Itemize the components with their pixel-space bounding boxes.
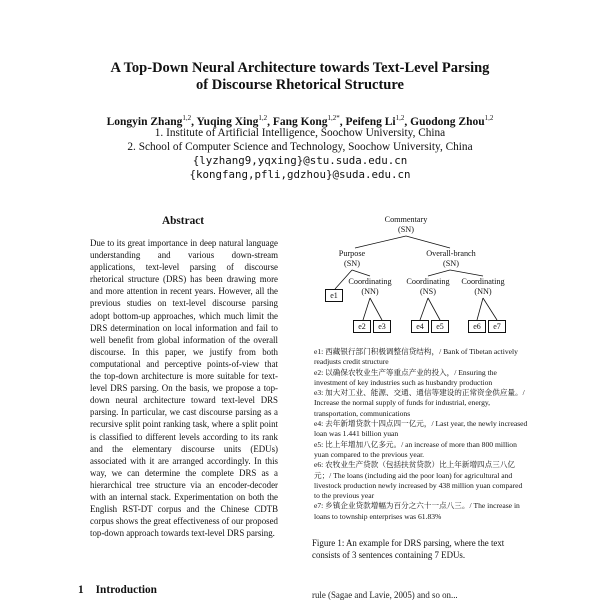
affiliation-2: 2. School of Computer Science and Technology, Soochow University, China: [127, 141, 473, 153]
column-continuation-text: rule (Sagae and Lavie, 2005) and so on...: [312, 590, 458, 600]
leaf-e3: e3: [373, 320, 391, 333]
drs-tree-figure: [300, 210, 530, 348]
edu-item: e6: 农牧业生产贷款（包括扶贫贷款）比上年新增四点三八亿元；/ The loans (including aid the poor loan) for agricultural and livestock production newly increased by 438 million yuan compared to the previous year: [314, 460, 523, 501]
leaf-e2: e2: [353, 320, 371, 333]
leaf-e6: e6: [468, 320, 486, 333]
email-line-1: {lyzhang9,yqxing}@stu.suda.edu.cn: [192, 154, 408, 167]
node-purpose: Purpose (SN): [338, 249, 366, 268]
node-commentary: Commentary (SN): [384, 215, 428, 234]
edu-item: e3: 加大对工业、能源、交通、通信等建设的正常资金供应量。/ Increase the normal supply of funds for industrial, energy, transportation, communications: [314, 388, 525, 418]
edu-item: e1: 西藏银行部门积极调整信贷结构，/ Bank of Tibetan actively readjusts credit structure: [314, 347, 518, 367]
leaf-e4: e4: [411, 320, 429, 333]
node-coordinating-1: Coordinating (NN): [348, 277, 392, 296]
abstract-heading: Abstract: [161, 215, 205, 227]
leaf-e7: e7: [488, 320, 506, 333]
title-line-2: of Discourse Rhetorical Structure: [196, 77, 404, 93]
edu-item: e2: 以确保农牧业生产等重点产业的投入，/ Ensuring the investment of key industries such as husbandry production: [314, 367, 497, 387]
author: Yuqing Xing$^{1,2}$,: [196, 114, 273, 128]
edu-list: [314, 347, 528, 522]
title-line-1: A Top-Down Neural Architecture towards Text-Level Parsing: [110, 60, 490, 76]
paper-title: [60, 60, 540, 94]
node-coordinating-3: Coordinating (NN): [461, 277, 505, 296]
author: Peifeng Li$^{1,2}$,: [345, 114, 411, 128]
section-number: 1: [78, 584, 84, 596]
edu-item: e7: 乡镇企业贷款增幅为百分之六十一点八三。/ The increase in loans to township enterprises was 61.83%: [314, 501, 520, 521]
affiliation-1: 1. Institute of Artificial Intelligence, Soochow University, China: [154, 127, 446, 139]
email-line-2: {kongfang,pfli,gdzhou}@suda.edu.cn: [189, 168, 411, 181]
node-coordinating-2: Coordinating (NS): [406, 277, 450, 296]
edu-item: e5: 比上年增加八亿多元。/ an increase of more than 800 million yuan compared to the previous year.: [314, 439, 517, 459]
author: Fang Kong$^{1,2*}$,: [272, 114, 346, 128]
node-overall-branch: Overall-branch (SN): [426, 249, 476, 268]
section-heading: [78, 584, 157, 596]
figure-caption: Figure 1: An example for DRS parsing, where the text consists of 3 sentences containing 7 EDUs.: [312, 538, 505, 560]
leaf-e1: e1: [325, 289, 343, 302]
leaf-e5: e5: [431, 320, 449, 333]
edu-item: e4: 去年新增贷款十四点四一亿元，/ Last year, the newly increased loan was 1.441 billion yuan: [314, 419, 528, 439]
abstract-text: Due to its great importance in deep natural language understanding and various down-stream applications, text-level parsing of discourse rhetorical structure (DRS) has been drawing more and more attention in recent years. However, all the previous studies on text-level discourse parsing adopt bottom-up approaches, which much limit the DRS determination on local information and fail to well benefit from global information of the overall discourse. In this paper, we justify from both computational and perceptive points-of-view that the top-down architecture is more suitable for text-level DRS parsing. On the basis, we propose a top-down neural architecture toward text-level DRS parsing. In particular, we cast discourse parsing as a recursive split point ranking task, where a split point is classified to different levels according to its rank and the elementary discourse units (EDUs) associated with it are arranged accordingly. In this way, we can determine the complete DRS as a hierarchical tree structure via an encoder-decoder with an internal stack. Experimentation on both the English RST-DT corpus and the Chinese CDTB corpus shows the great effectiveness of our proposed top-down approach towards text-level DRS parsing.: [90, 238, 278, 539]
author: Longyin Zhang$^{1,2}$,: [106, 114, 197, 128]
section-title: Introduction: [95, 584, 157, 596]
author: Guodong Zhou$^{1,2}$: [410, 114, 494, 128]
